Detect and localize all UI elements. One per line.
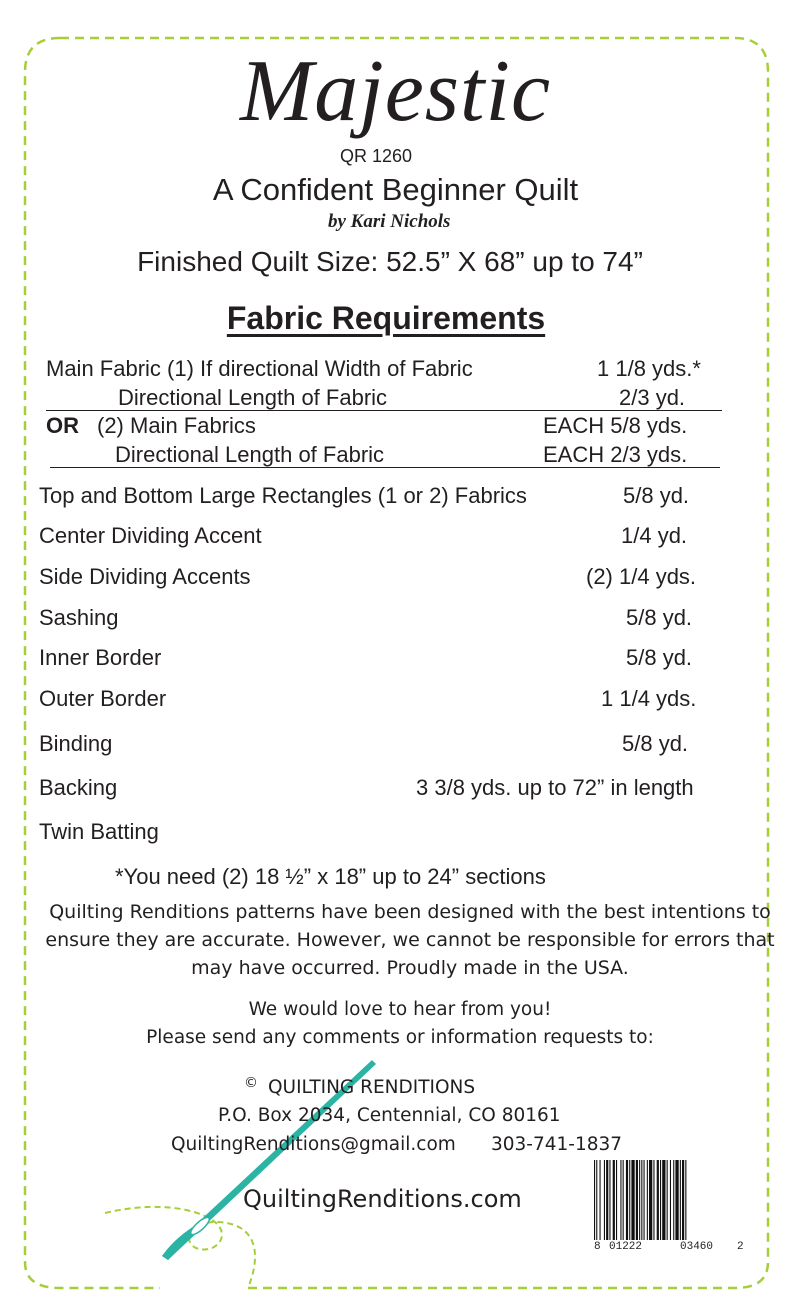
finished-size: Finished Quilt Size: 52.5” X 68” up to 74” — [137, 246, 643, 277]
list-item-qty: 5/8 yd. — [622, 731, 689, 756]
list-item-label: Side Dividing Accents — [39, 564, 251, 589]
email-address[interactable]: QuiltingRenditions@gmail.com — [171, 1134, 456, 1155]
contact-intro — [0, 996, 791, 1052]
two-main-fabrics-qty: EACH 5/8 yds. — [543, 413, 688, 438]
list-item-label: Center Dividing Accent — [39, 523, 262, 548]
pattern-subtitle: A Confident Beginner Quilt — [212, 172, 579, 207]
list-item-qty: 5/8 yd. — [626, 605, 693, 630]
directional-length-each-qty: EACH 2/3 yds. — [543, 442, 688, 467]
divider-line — [46, 410, 722, 411]
backing-footnote: *You need (2) 18 ½” x 18” up to 24” sections — [115, 864, 546, 889]
list-item-qty: 5/8 yd. — [626, 645, 693, 670]
barcode-group-left: 01222 — [609, 1241, 643, 1253]
main-fabric-label: Main Fabric (1) If directional Width of Fabric — [46, 356, 473, 381]
list-item-label: Sashing — [39, 605, 119, 630]
list-item-label: Backing — [39, 775, 118, 800]
two-main-fabrics-label: (2) Main Fabrics — [97, 413, 256, 438]
directional-length-each-label: Directional Length of Fabric — [115, 442, 385, 467]
barcode-group-right: 03460 — [680, 1241, 714, 1253]
list-item-label: Top and Bottom Large Rectangles (1 or 2) Fabrics — [39, 483, 527, 508]
list-item-label: Twin Batting — [39, 819, 159, 844]
list-item-qty: (2) 1/4 yds. — [586, 564, 697, 589]
fabric-requirements-heading: Fabric Requirements — [226, 300, 546, 336]
list-item-label: Outer Border — [39, 686, 167, 711]
divider-line — [50, 467, 720, 468]
pattern-title: Majestic — [239, 43, 551, 140]
barcode-digit-last: 2 — [737, 1241, 744, 1253]
list-item-qty: 1 1/4 yds. — [601, 686, 697, 711]
upc-barcode-icon — [592, 1160, 742, 1242]
list-item-label: Inner Border — [39, 645, 162, 670]
designer-byline: by Kari Nichols — [328, 211, 451, 232]
list-item-label: Binding — [39, 731, 113, 756]
mailing-address: P.O. Box 2034, Centennial, CO 80161 — [218, 1105, 561, 1126]
disclaimer-text: Quilting Renditions patterns have been designed with the best intentions to ensure they are accurate. However, we cannot be responsible for errors that may have occurred. Proudly made in the USA. — [45, 901, 775, 979]
company-name: QUILTING RENDITIONS — [268, 1077, 476, 1098]
copyright-icon: © — [244, 1075, 258, 1091]
contact-line-1: We would love to hear from you! — [248, 999, 552, 1020]
directional-length-label: Directional Length of Fabric — [118, 385, 388, 410]
main-fabric-qty: 1 1/8 yds.* — [597, 356, 701, 381]
directional-length-qty: 2/3 yd. — [619, 385, 686, 410]
phone-number: 303-741-1837 — [491, 1134, 623, 1155]
or-label: OR — [46, 413, 79, 438]
pattern-code: QR 1260 — [340, 146, 413, 166]
website-link[interactable]: QuiltingRenditions.com — [243, 1185, 522, 1213]
barcode-digit-first: 8 — [594, 1241, 601, 1253]
list-item-qty: 3 3/8 yds. up to 72” in length — [416, 775, 694, 800]
list-item-qty: 1/4 yd. — [621, 523, 688, 548]
list-item-qty: 5/8 yd. — [623, 483, 690, 508]
contact-line-2: Please send any comments or information requests to: — [146, 1027, 654, 1048]
